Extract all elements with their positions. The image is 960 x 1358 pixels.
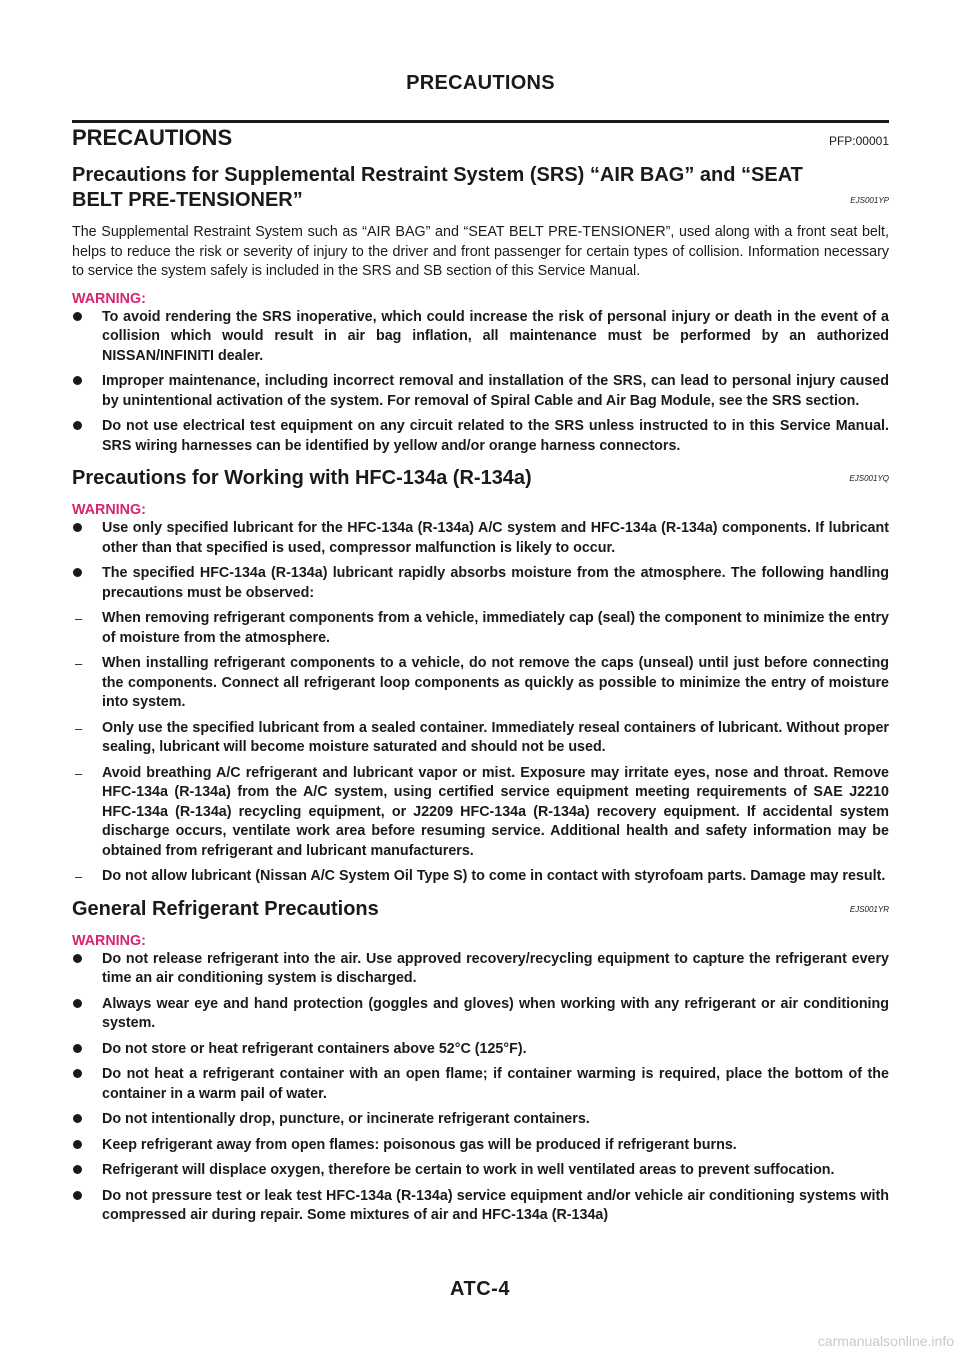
dash-icon: – [75,869,83,884]
list-item: Do not store or heat refrigerant containers above 52°C (125°F). [72,1040,889,1060]
list-item: The specified HFC-134a (R-134a) lubricant rapidly absorbs moisture from the atmosphere. The following handling precautions must be observed: [72,564,889,603]
general-title: General Refrigerant Precautions [72,897,379,920]
list-item: Do not use electrical test equipment on any circuit related to the SRS unless instructed to in this Service Manual. SRS wiring harnesses can be identified by yellow and/or orange harness connectors. [72,417,889,456]
bullet-icon [73,954,82,963]
bullet-icon [73,523,82,532]
general-warning-list [72,950,889,1226]
section-title: PRECAUTIONS [72,125,233,150]
list-item: Do not release refrigerant into the air. Use approved recovery/recycling equipment to capture the refrigerant every time an air conditioning system is discharged. [72,950,889,989]
bullet-icon [73,1191,82,1200]
list-item: Do not heat a refrigerant container with an open flame; if container warming is required, place the bottom of the container in a warm pail of water. [72,1065,889,1104]
srs-title: Precautions for Supplemental Restraint System (SRS) “AIR BAG” and “SEAT BELT PRE-TENSIONER” [72,164,803,211]
section-heading [72,124,889,155]
bullet-icon [73,421,82,430]
hfc-title: Precautions for Working with HFC-134a (R-134a) [72,467,532,489]
sub-list-item: – When removing refrigerant components from a vehicle, immediately cap (seal) the component to minimize the entry of moisture from the atmosphere. [75,610,889,646]
srs-heading [72,163,889,213]
general-warning-label: WARNING: [72,932,146,949]
header-rule [72,120,889,123]
list-item: Use only specified lubricant for the HFC-134a (R-134a) A/C system and HFC-134a (R-134a) components. If lubricant other than that specified is used, compressor malfunction is likely to occur. [72,519,889,558]
page-content [72,124,889,1226]
list-item: Do not intentionally drop, puncture, or incinerate refrigerant containers. [72,1110,889,1130]
srs-intro-paragraph: The Supplemental Restraint System such as “AIR BAG” and “SEAT BELT PRE-TENSIONER”, used along with a front seat belt, helps to reduce the risk or severity of injury to the driver and front passenger for certain types of collision. Information necessary to service the system safely is included in the SRS and SB section of this Service Manual. [72,224,889,279]
srs-warning-list [72,308,889,457]
list-item: To avoid rendering the SRS inoperative, which could increase the risk of personal injury or death in the event of a collision which would result in air bag inflation, all maintenance must be performed by an authorized NISSAN/INFINITI dealer. [72,308,889,367]
sub-list-item: – Only use the specified lubricant from a sealed container. Immediately reseal containers of lubricant. Without proper sealing, lubricant will become moisture saturated and should not be used. [75,719,889,755]
dash-icon: – [75,656,83,671]
dash-icon: – [75,765,83,781]
general-heading [72,897,889,922]
list-item: Do not pressure test or leak test HFC-134a (R-134a) service equipment and/or vehicle air conditioning systems with compressed air during repair. Some mixtures of air and HFC-134a (R-134a) [72,1187,889,1226]
bullet-icon [73,1165,82,1174]
bullet-icon [73,568,82,577]
list-item: Refrigerant will displace oxygen, therefore be certain to work in well ventilated areas to prevent suffocation. [72,1161,889,1181]
list-item: Always wear eye and hand protection (goggles and gloves) when working with any refrigerant or air conditioning system. [72,995,889,1034]
bullet-icon [73,376,82,385]
general-code: EJS001YR [849,904,889,914]
srs-code: EJS001YP [850,196,889,205]
bullet-icon [73,1069,82,1078]
dash-icon: – [75,611,83,626]
list-item: Keep refrigerant away from open flames: poisonous gas will be produced if refrigerant burns. [72,1136,889,1156]
watermark-text: carmanualsonline.info [817,1333,954,1349]
bullet-icon [73,312,82,321]
bullet-icon [73,1140,82,1149]
hfc-code: EJS001YQ [849,474,889,483]
sub-list-item: – When installing refrigerant components to a vehicle, do not remove the caps (unseal) until just before connecting the components. Connect all refrigerant loop components as quickly as possible to minimize the entry of moisture into system. [75,655,889,710]
running-head-title: PRECAUTIONS [406,72,555,94]
section-code: PFP:00001 [828,134,889,148]
sub-list-item: – Avoid breathing A/C refrigerant and lubricant vapor or mist. Exposure may irritate eyes, nose and throat. Remove HFC-134a (R-134a) from the A/C system, using certified service equipment meeting requirements of SAE J2210 HFC-134a (R-134a) recycling equipment, or J2209 HFC-134a (R-134a) recovery equipment. If accidental system discharge occurs, ventilate work area before resuming service. Additional health and safety information may be obtained from refrigerant and lubricant manufacturers. [75,764,889,859]
bullet-icon [73,1044,82,1053]
hfc-warning-list [72,519,889,887]
bullet-icon [73,999,82,1008]
srs-warning-label: WARNING: [72,290,146,307]
dash-icon: – [75,720,83,736]
bullet-icon [73,1114,82,1123]
hfc-heading [72,466,889,491]
page-number: ATC-4 [450,1278,510,1300]
hfc-warning-label: WARNING: [72,502,146,518]
sub-list-item: – Do not allow lubricant (Nissan A/C System Oil Type S) to come in contact with styrofoam parts. Damage may result. [72,867,889,887]
list-item: Improper maintenance, including incorrect removal and installation of the SRS, can lead to personal injury caused by unintentional activation of the system. For removal of Spiral Cable and Air Bag Module, see the SRS section. [72,372,889,411]
